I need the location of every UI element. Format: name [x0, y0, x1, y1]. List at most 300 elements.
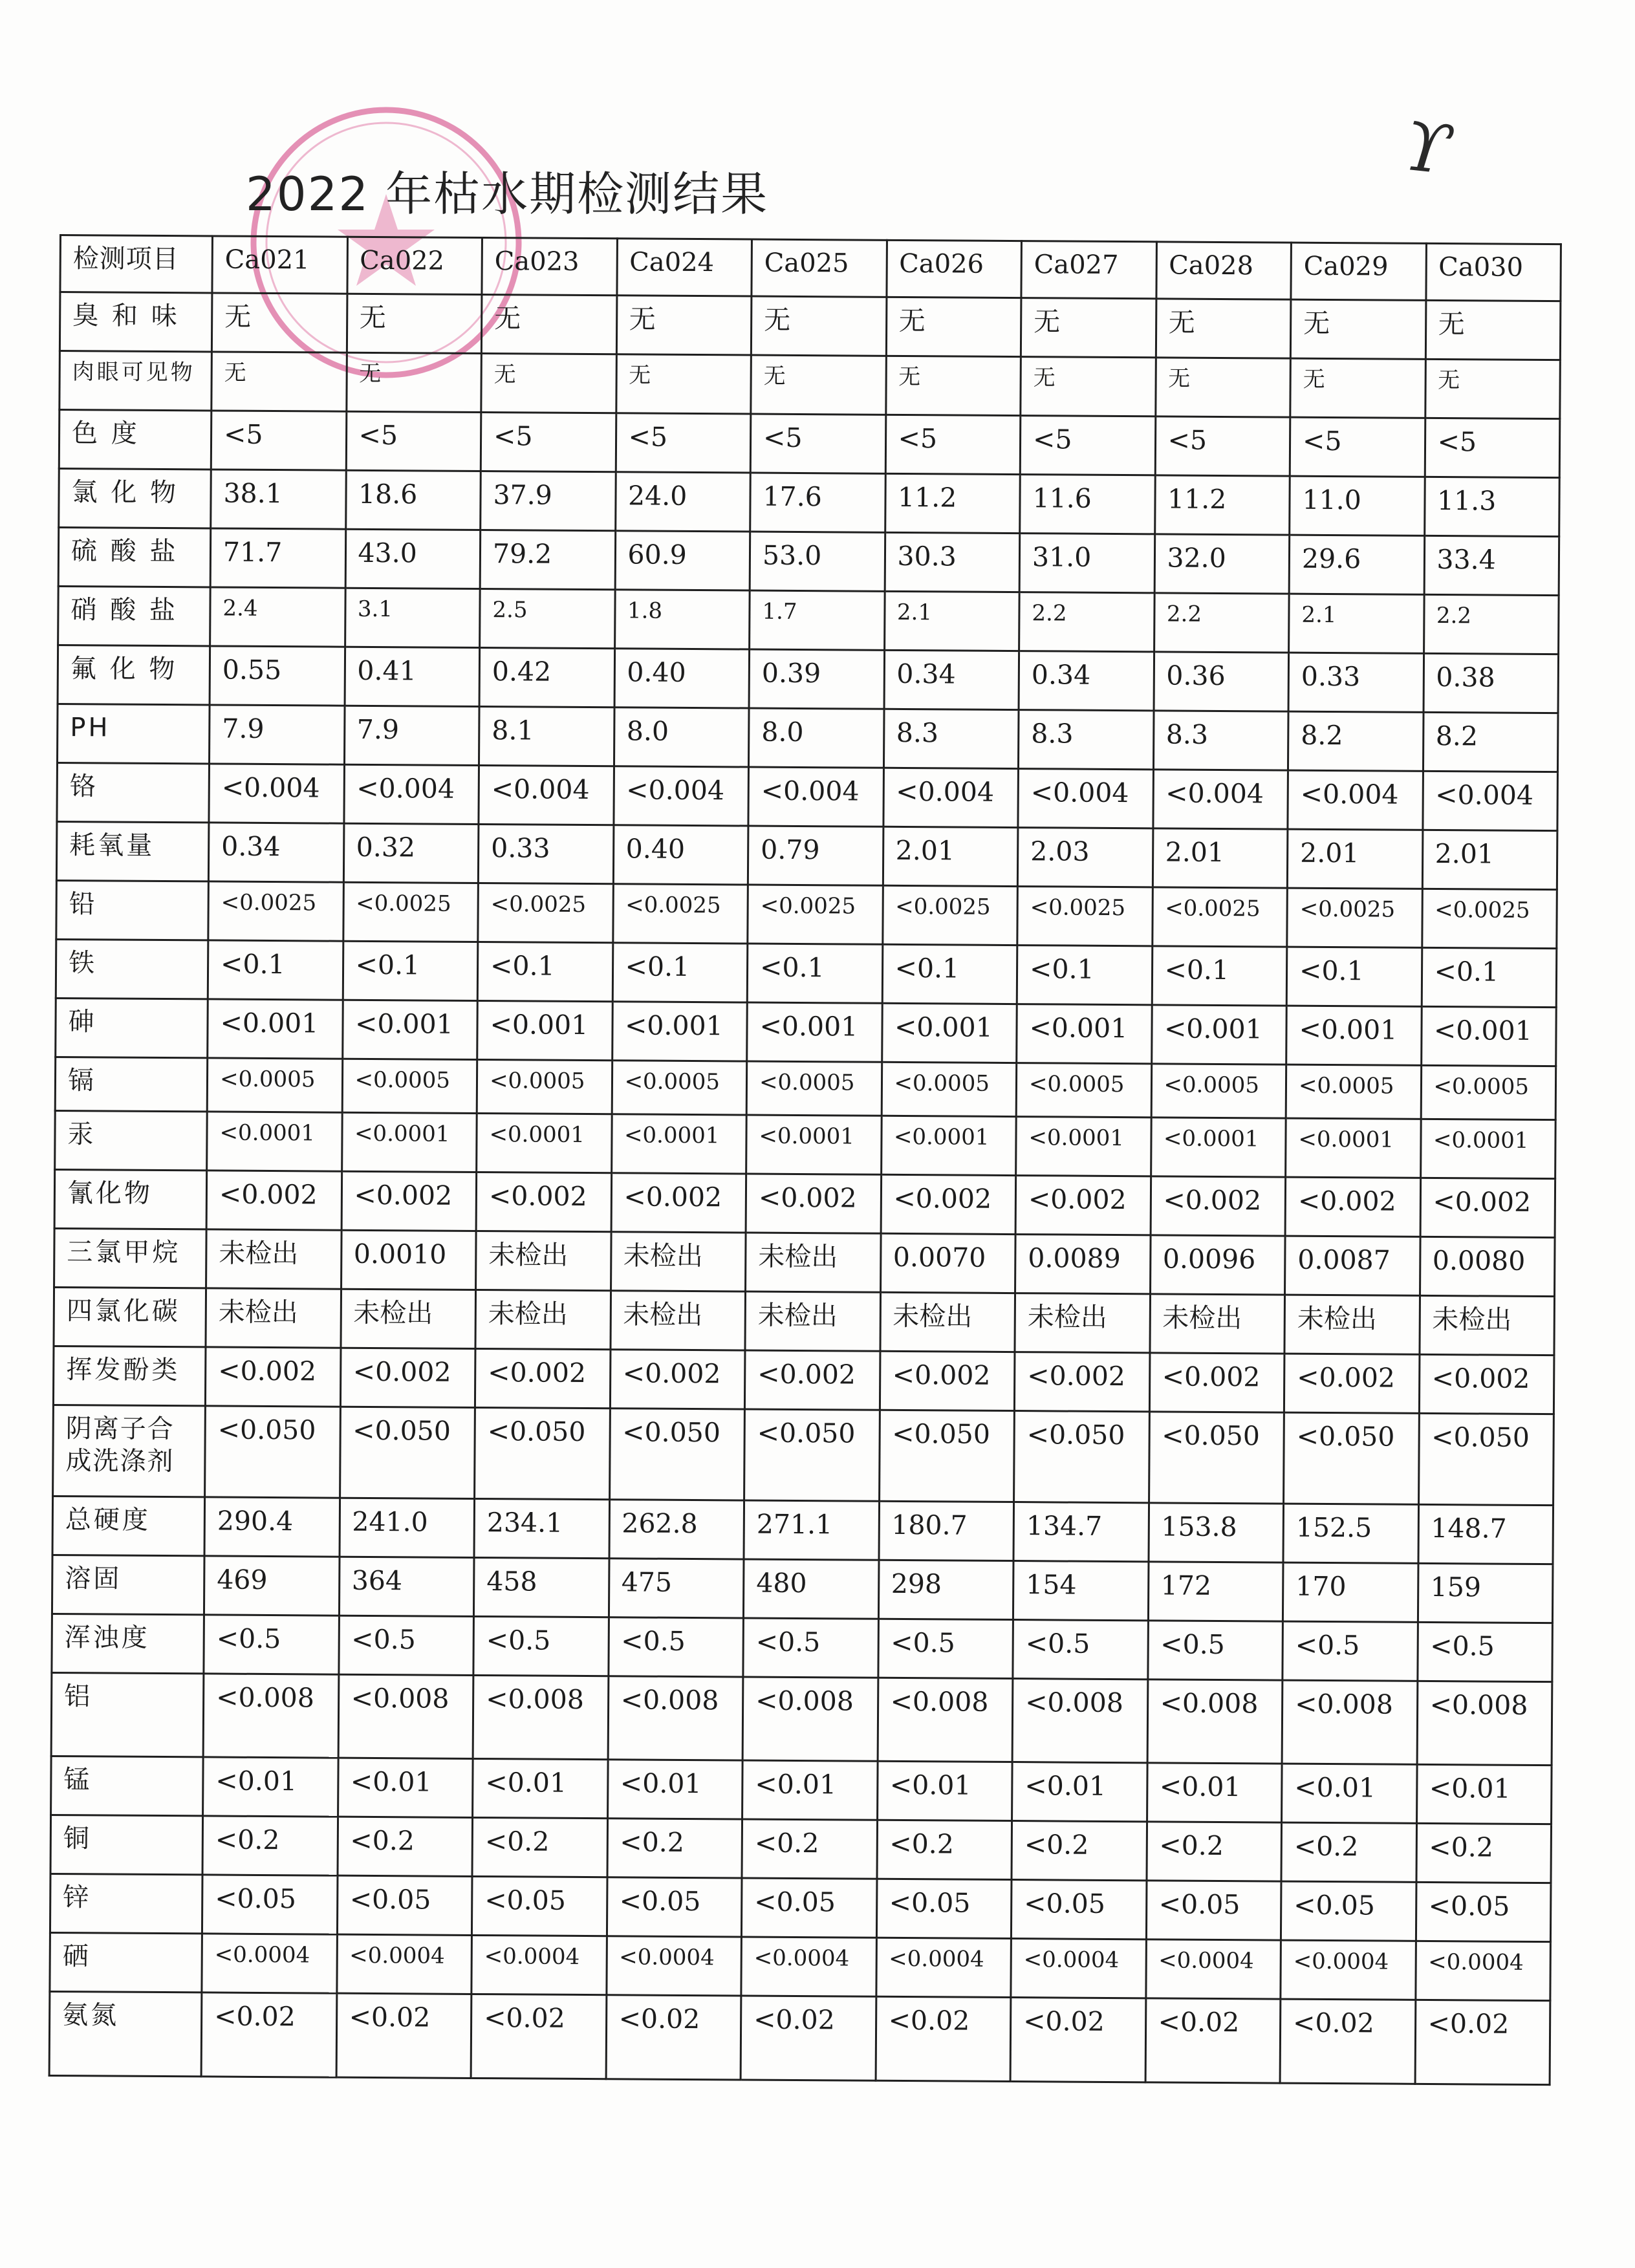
value-cell: <0.01 — [877, 1761, 1012, 1820]
value-cell: <0.1 — [1152, 946, 1287, 1006]
value-cell: <0.5 — [1283, 1621, 1418, 1681]
value-cell: 290.4 — [204, 1497, 340, 1557]
value-cell: <0.001 — [208, 999, 343, 1059]
value-cell: 37.9 — [481, 471, 616, 530]
column-header: Ca028 — [1156, 242, 1291, 299]
value-cell: 未检出 — [206, 1288, 341, 1348]
value-cell: <0.002 — [205, 1347, 340, 1407]
row-label-cell: 硒 — [50, 1932, 202, 1992]
value-cell: 0.34 — [1019, 651, 1154, 711]
value-cell: 无 — [481, 353, 616, 413]
value-cell: <0.5 — [1147, 1621, 1283, 1680]
value-cell: <0.01 — [1282, 1764, 1417, 1823]
row-label-cell: 砷 — [56, 998, 208, 1057]
value-cell: 未检出 — [880, 1292, 1015, 1352]
value-cell: <0.05 — [471, 1876, 607, 1936]
value-cell: <0.008 — [203, 1674, 338, 1758]
table-row — [57, 762, 1558, 830]
value-cell: 无 — [885, 356, 1021, 415]
value-cell: <0.050 — [879, 1410, 1014, 1502]
value-cell: <0.0005 — [342, 1059, 477, 1113]
row-label-cell: 总硬度 — [52, 1496, 205, 1555]
value-cell: 无 — [751, 296, 886, 356]
value-cell: <0.2 — [1012, 1821, 1147, 1881]
table-row — [56, 939, 1557, 1007]
row-label-cell: 耗氧量 — [56, 821, 209, 881]
value-cell: 43.0 — [345, 529, 481, 589]
value-cell: <0.0001 — [746, 1115, 882, 1174]
row-label-cell: 色 度 — [59, 410, 211, 470]
table-row — [56, 998, 1557, 1066]
value-cell: <0.008 — [338, 1674, 473, 1758]
value-cell: 无 — [1021, 357, 1156, 416]
row-label-cell: 氟 化 物 — [58, 645, 210, 704]
table-row — [56, 880, 1557, 948]
value-cell: <0.050 — [1014, 1411, 1149, 1503]
value-cell: 11.3 — [1424, 477, 1559, 536]
value-cell: <0.0004 — [1415, 1941, 1550, 2000]
row-label-cell: 铬 — [57, 762, 210, 822]
value-cell: 0.34 — [884, 650, 1019, 709]
value-cell: <0.2 — [1281, 1822, 1416, 1882]
table-row — [50, 1874, 1551, 1941]
value-cell: 无 — [1425, 300, 1561, 360]
results-table-body — [49, 235, 1561, 2085]
value-cell: <0.2 — [1416, 1823, 1551, 1883]
value-cell: 8.3 — [883, 709, 1019, 768]
value-cell: <0.0025 — [1422, 889, 1557, 948]
value-cell: <0.01 — [742, 1760, 878, 1820]
value-cell: 2.2 — [1424, 594, 1559, 654]
value-cell: <0.002 — [1419, 1354, 1554, 1414]
value-cell: <0.008 — [878, 1678, 1013, 1762]
value-cell: 未检出 — [1149, 1294, 1284, 1354]
value-cell: <0.05 — [337, 1875, 472, 1935]
value-cell: <0.1 — [343, 941, 478, 1000]
value-cell: <0.008 — [1147, 1679, 1283, 1764]
value-cell: <0.0005 — [746, 1061, 882, 1116]
value-cell: 30.3 — [885, 532, 1020, 592]
value-cell: 无 — [347, 294, 482, 353]
value-cell: <0.05 — [1416, 1882, 1551, 1941]
value-cell: <0.02 — [741, 1996, 876, 2080]
value-cell: <5 — [1425, 418, 1560, 477]
value-cell: <0.0001 — [881, 1116, 1016, 1175]
value-cell: <0.1 — [1017, 945, 1152, 1005]
header-label-cell: 检测项目 — [60, 235, 213, 293]
value-cell: <0.004 — [613, 766, 748, 826]
value-cell: <0.02 — [471, 1994, 606, 2079]
value-cell: <0.0005 — [477, 1059, 612, 1114]
value-cell: <0.0004 — [606, 1936, 741, 1996]
value-cell: 2.5 — [480, 589, 615, 648]
row-label-cell: 肉眼可见物 — [60, 351, 212, 411]
value-cell: <0.002 — [746, 1174, 881, 1233]
value-cell: <0.01 — [1416, 1764, 1552, 1824]
value-cell: 2.01 — [1422, 830, 1557, 889]
value-cell: 17.6 — [750, 473, 885, 532]
value-cell: 无 — [211, 352, 347, 411]
value-cell: 172 — [1148, 1562, 1283, 1621]
value-cell: <0.02 — [1145, 1998, 1281, 2083]
value-cell: 11.2 — [1154, 475, 1290, 535]
value-cell: 7.9 — [210, 705, 345, 764]
value-cell: <0.004 — [883, 768, 1018, 827]
value-cell: 0.39 — [749, 649, 884, 709]
value-cell: <0.050 — [1149, 1412, 1284, 1504]
value-cell: 152.5 — [1283, 1504, 1418, 1563]
value-cell: 0.40 — [613, 825, 748, 885]
value-cell: <5 — [616, 413, 751, 473]
value-cell: <0.001 — [1286, 1006, 1422, 1065]
value-cell: <0.004 — [1153, 770, 1288, 829]
value-cell: 未检出 — [1419, 1295, 1554, 1355]
value-cell: 2.4 — [210, 587, 345, 647]
value-cell: <0.1 — [208, 940, 343, 1000]
table-row — [55, 1110, 1556, 1178]
value-cell: <0.5 — [608, 1617, 743, 1677]
value-cell: <0.2 — [472, 1817, 607, 1877]
value-cell: 0.36 — [1154, 652, 1289, 711]
value-cell: <0.004 — [748, 767, 883, 826]
value-cell: <0.001 — [1421, 1006, 1556, 1066]
header-row — [60, 235, 1561, 301]
value-cell: <0.1 — [1422, 947, 1557, 1007]
value-cell: <0.2 — [202, 1816, 338, 1875]
value-cell: 31.0 — [1019, 534, 1154, 593]
value-cell: 8.0 — [614, 707, 749, 767]
value-cell: 未检出 — [340, 1289, 475, 1348]
value-cell: <0.001 — [342, 1000, 477, 1059]
row-label-cell: 氯 化 物 — [59, 469, 211, 528]
value-cell: 0.0096 — [1150, 1235, 1285, 1295]
table-row — [52, 1555, 1553, 1623]
handwritten-page-mark: ϒ — [1400, 106, 1455, 190]
value-cell: 无 — [1290, 299, 1425, 359]
value-cell: <0.004 — [1288, 770, 1423, 830]
value-cell: 32.0 — [1154, 534, 1290, 594]
value-cell: <5 — [885, 415, 1021, 474]
row-label-cell: 臭 和 味 — [60, 292, 212, 352]
value-cell: <0.01 — [1147, 1763, 1282, 1822]
value-cell: 0.42 — [479, 647, 614, 707]
value-cell: <0.004 — [343, 764, 479, 824]
value-cell: <0.02 — [1010, 1998, 1145, 2082]
value-cell: <0.05 — [1146, 1881, 1281, 1940]
value-cell: 2.01 — [1287, 829, 1422, 889]
value-cell: 364 — [339, 1557, 474, 1616]
value-cell: <0.0001 — [611, 1114, 746, 1174]
value-cell: 未检出 — [611, 1232, 746, 1291]
value-cell: <0.050 — [205, 1406, 340, 1498]
row-label-cell: 铅 — [56, 880, 209, 940]
value-cell: <0.002 — [341, 1171, 477, 1231]
row-label-cell: 阴离子合成洗涤剂 — [53, 1405, 206, 1496]
row-label-cell: 汞 — [55, 1110, 208, 1170]
value-cell: <0.0005 — [1421, 1065, 1556, 1119]
value-cell: <0.002 — [611, 1173, 746, 1233]
value-cell: 29.6 — [1289, 535, 1424, 594]
value-cell: <0.050 — [609, 1409, 744, 1500]
value-cell: <0.002 — [1149, 1353, 1284, 1412]
column-header: Ca021 — [212, 236, 347, 294]
value-cell: <0.001 — [882, 1003, 1017, 1063]
value-cell: 未检出 — [1284, 1295, 1420, 1354]
value-cell: <0.004 — [1422, 771, 1557, 830]
value-cell: 480 — [743, 1559, 878, 1619]
value-cell: <0.02 — [1280, 1999, 1415, 2084]
value-cell: <0.0025 — [1152, 887, 1287, 947]
value-cell: 71.7 — [210, 528, 345, 588]
table-row — [50, 1815, 1552, 1883]
value-cell: 无 — [1290, 358, 1425, 418]
value-cell: <0.002 — [1014, 1352, 1149, 1412]
value-cell: 未检出 — [610, 1291, 745, 1350]
value-cell: <0.008 — [1417, 1681, 1552, 1765]
table-row — [58, 528, 1559, 596]
value-cell: 298 — [878, 1560, 1013, 1619]
column-header: Ca023 — [482, 237, 617, 295]
value-cell: <0.0001 — [1286, 1118, 1421, 1178]
value-cell: <0.2 — [742, 1819, 877, 1879]
row-label-cell: 四氯化碳 — [54, 1287, 206, 1346]
value-cell: <0.0004 — [1145, 1939, 1281, 1999]
value-cell: <0.0004 — [876, 1938, 1011, 1997]
value-cell: <0.002 — [1151, 1176, 1286, 1236]
value-cell: 未检出 — [206, 1229, 341, 1289]
value-cell: 0.55 — [210, 646, 345, 706]
value-cell: 0.40 — [614, 649, 750, 708]
value-cell: 0.33 — [1288, 653, 1424, 712]
value-cell: <0.5 — [338, 1615, 473, 1675]
value-cell: 2.01 — [1153, 828, 1288, 888]
value-cell: <0.05 — [876, 1879, 1012, 1938]
value-cell: <5 — [1155, 416, 1290, 476]
row-label-cell: 锰 — [51, 1756, 204, 1815]
value-cell: 3.1 — [345, 588, 480, 647]
value-cell: 458 — [473, 1557, 609, 1617]
row-label-cell: 溶固 — [52, 1555, 204, 1614]
value-cell: 无 — [751, 355, 886, 415]
value-cell: <0.2 — [876, 1820, 1012, 1879]
table-row — [58, 586, 1559, 654]
value-cell: 2.01 — [883, 826, 1018, 886]
value-cell: 18.6 — [345, 470, 481, 530]
value-cell: 0.32 — [343, 823, 479, 883]
value-cell: <0.002 — [206, 1171, 341, 1230]
value-cell: <0.050 — [340, 1407, 475, 1498]
value-cell: <0.0001 — [477, 1113, 612, 1172]
value-cell: 469 — [204, 1556, 339, 1615]
value-cell: <0.5 — [473, 1616, 609, 1676]
value-cell: <0.05 — [607, 1877, 742, 1937]
value-cell: 24.0 — [615, 472, 750, 532]
value-cell: 2.2 — [1019, 592, 1154, 652]
value-cell: 11.2 — [885, 473, 1020, 533]
value-cell: <5 — [481, 412, 616, 471]
value-cell: <0.0005 — [882, 1062, 1017, 1116]
value-cell: 0.0010 — [341, 1230, 476, 1290]
value-cell: 8.0 — [748, 708, 883, 768]
table-row — [55, 1057, 1555, 1119]
value-cell: 234.1 — [474, 1498, 609, 1558]
page-title: 2022 年枯水期检测结果 — [246, 167, 769, 221]
row-label-cell: 锌 — [50, 1874, 202, 1933]
value-cell: 无 — [211, 293, 347, 352]
value-cell: <0.1 — [612, 943, 748, 1002]
value-cell: 未检出 — [476, 1231, 611, 1290]
value-cell: <5 — [211, 411, 346, 470]
row-label-cell: 铜 — [50, 1815, 203, 1874]
value-cell: <0.002 — [610, 1350, 745, 1409]
column-header: Ca029 — [1291, 243, 1426, 300]
value-cell: <0.05 — [741, 1878, 876, 1938]
table-row — [54, 1287, 1555, 1355]
value-cell: <0.002 — [340, 1348, 475, 1407]
value-cell: <0.0004 — [741, 1937, 876, 1996]
value-cell: <0.0004 — [1281, 1940, 1416, 2000]
value-cell: <0.02 — [1415, 2000, 1550, 2084]
value-cell: <0.01 — [473, 1758, 608, 1818]
value-cell: 11.6 — [1020, 475, 1155, 534]
value-cell: <0.0004 — [202, 1934, 337, 1993]
value-cell: <0.0005 — [1151, 1064, 1286, 1118]
results-table — [49, 234, 1562, 2086]
value-cell: <0.02 — [876, 1996, 1011, 2081]
value-cell: <0.0001 — [341, 1112, 477, 1172]
value-cell: <0.02 — [336, 1993, 471, 2078]
table-row — [60, 292, 1561, 360]
value-cell: 53.0 — [750, 532, 885, 591]
value-cell: 无 — [346, 352, 481, 412]
value-cell: <5 — [1290, 417, 1425, 477]
table-row — [58, 704, 1559, 772]
value-cell: 154 — [1013, 1561, 1148, 1621]
value-cell: 153.8 — [1148, 1503, 1283, 1562]
value-cell: 170 — [1283, 1562, 1418, 1622]
value-cell: <0.2 — [607, 1819, 742, 1878]
row-label-cell: 铁 — [56, 939, 208, 999]
value-cell: 0.41 — [345, 647, 480, 706]
value-cell: <0.002 — [1015, 1176, 1151, 1235]
value-cell: <0.002 — [880, 1351, 1015, 1410]
row-label-cell: 氰化物 — [54, 1169, 207, 1229]
value-cell: 2.2 — [1154, 593, 1289, 653]
value-cell: 无 — [481, 294, 616, 354]
row-label-cell: 浑浊度 — [52, 1614, 204, 1673]
column-header: Ca024 — [616, 239, 752, 296]
value-cell: <0.02 — [606, 1995, 741, 2080]
value-cell: <0.01 — [607, 1760, 742, 1819]
value-cell: <0.02 — [201, 1993, 336, 2077]
table-row — [54, 1228, 1555, 1296]
value-cell: 1.8 — [614, 590, 750, 649]
value-cell: <0.0005 — [1016, 1063, 1151, 1118]
table-row — [59, 469, 1560, 537]
value-cell: <0.01 — [1012, 1762, 1147, 1822]
value-cell: <0.0025 — [882, 885, 1017, 945]
row-label-cell: 铝 — [51, 1672, 204, 1756]
value-cell: 60.9 — [615, 531, 750, 590]
value-cell: 2.1 — [1289, 594, 1424, 653]
table-row — [50, 1932, 1551, 2000]
table-row — [60, 351, 1561, 419]
value-cell: <0.0025 — [1017, 887, 1153, 946]
value-cell: <0.002 — [881, 1174, 1016, 1234]
value-cell: <0.050 — [475, 1407, 610, 1499]
value-cell: <0.0025 — [343, 882, 478, 942]
value-cell: 无 — [1425, 359, 1560, 418]
row-label-cell: PH — [58, 704, 210, 763]
value-cell: <0.002 — [1284, 1354, 1419, 1413]
value-cell: <0.002 — [1420, 1178, 1555, 1237]
row-label-cell: 氨氮 — [49, 1991, 202, 2076]
value-cell: 8.2 — [1423, 712, 1558, 772]
value-cell: <5 — [1020, 416, 1155, 475]
row-label-cell: 镉 — [55, 1057, 208, 1111]
value-cell: <0.004 — [209, 764, 344, 823]
value-cell: <0.0005 — [207, 1058, 342, 1112]
value-cell: 475 — [609, 1559, 744, 1618]
value-cell: 262.8 — [609, 1500, 744, 1559]
table-row — [59, 410, 1560, 478]
value-cell: <0.0001 — [1016, 1117, 1151, 1176]
table-row — [51, 1672, 1552, 1765]
row-label-cell: 硝 酸 盐 — [58, 586, 211, 645]
column-header: Ca025 — [752, 239, 887, 297]
value-cell: <0.008 — [1282, 1680, 1417, 1764]
value-cell: 2.1 — [884, 591, 1019, 651]
value-cell: 1.7 — [750, 590, 885, 650]
value-cell: 无 — [886, 297, 1021, 356]
value-cell: <0.5 — [1013, 1620, 1148, 1679]
value-cell: <0.01 — [203, 1757, 338, 1817]
value-cell: <0.001 — [747, 1002, 882, 1062]
value-cell: 8.1 — [479, 706, 614, 766]
value-cell: <5 — [750, 414, 885, 473]
value-cell: <0.5 — [1417, 1622, 1552, 1681]
value-cell: <0.5 — [204, 1615, 339, 1674]
value-cell: <0.0001 — [207, 1112, 342, 1171]
value-cell: <0.001 — [477, 1000, 612, 1060]
value-cell: 未检出 — [1015, 1293, 1150, 1353]
value-cell: 无 — [616, 296, 752, 355]
value-cell: <0.002 — [1285, 1177, 1420, 1237]
value-cell: <0.050 — [744, 1409, 880, 1501]
value-cell: <0.2 — [338, 1817, 473, 1876]
value-cell: <0.008 — [473, 1675, 608, 1759]
value-cell: <0.0004 — [471, 1935, 607, 1994]
value-cell: <0.1 — [747, 944, 882, 1003]
value-cell: <0.0004 — [336, 1934, 471, 1994]
value-cell: 未检出 — [746, 1233, 881, 1292]
value-cell: <0.001 — [612, 1002, 747, 1061]
value-cell: <0.05 — [1281, 1881, 1416, 1941]
value-cell: <0.0025 — [478, 883, 613, 942]
value-cell: <0.0025 — [748, 885, 883, 944]
value-cell: <0.0025 — [612, 884, 748, 944]
table-row — [49, 1991, 1550, 2084]
value-cell: 0.79 — [748, 826, 883, 885]
table-row — [54, 1169, 1555, 1237]
value-cell: <0.008 — [742, 1677, 878, 1761]
value-cell: <0.001 — [1151, 1005, 1286, 1064]
row-label-cell: 硫 酸 盐 — [58, 528, 211, 587]
value-cell: <0.1 — [1286, 947, 1422, 1006]
value-cell: <5 — [346, 411, 481, 471]
value-cell: 无 — [1156, 299, 1291, 358]
value-cell: 33.4 — [1424, 535, 1559, 595]
